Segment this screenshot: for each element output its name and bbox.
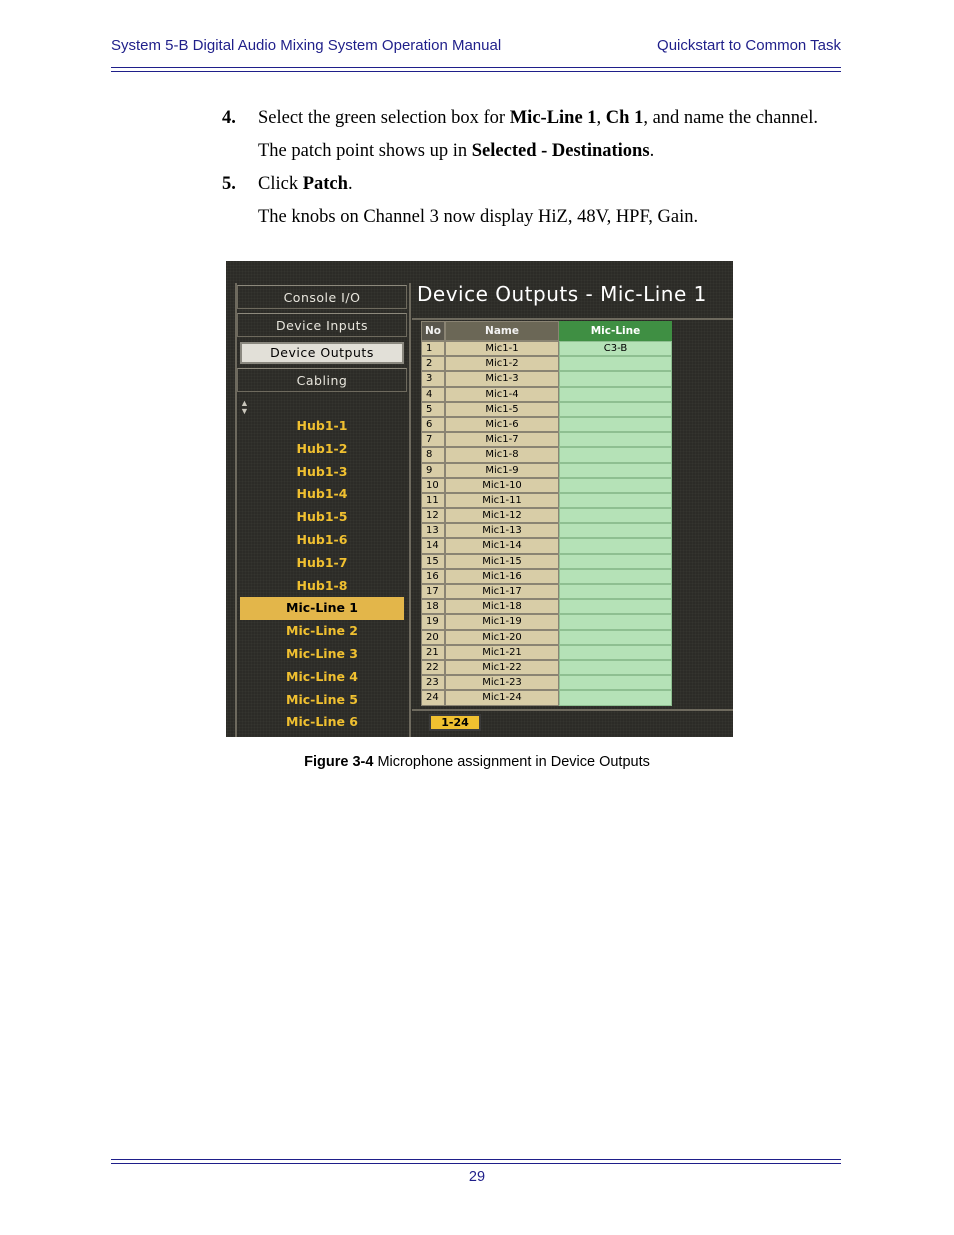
row-number-cell: 11 (421, 493, 445, 508)
row-name-cell[interactable]: Mic1-7 (445, 432, 559, 447)
row-name-cell[interactable]: Mic1-1 (445, 341, 559, 356)
step-5 (222, 170, 842, 203)
assignment-cell[interactable] (559, 493, 672, 508)
row-name-cell[interactable]: Mic1-22 (445, 660, 559, 675)
page-range-button[interactable]: 1-24 (429, 714, 481, 731)
device-item[interactable]: Mic-Line 3 (286, 645, 358, 661)
row-number-cell: 22 (421, 660, 445, 675)
assignment-cell[interactable] (559, 523, 672, 538)
step-text: Click Patch. (258, 174, 353, 194)
row-number-cell: 4 (421, 387, 445, 402)
row-number-cell: 12 (421, 508, 445, 523)
footer-rule-bottom (111, 1163, 841, 1164)
row-number-cell: 13 (421, 523, 445, 538)
header-rule-bottom (111, 71, 841, 72)
row-name-cell[interactable]: Mic1-23 (445, 675, 559, 690)
device-item[interactable]: Hub1-6 (296, 531, 348, 547)
row-name-cell[interactable]: Mic1-16 (445, 569, 559, 584)
device-item[interactable]: Mic-Line 2 (286, 623, 358, 639)
device-item[interactable]: Hub1-3 (296, 463, 348, 479)
assignment-cell[interactable] (559, 690, 672, 705)
row-number-cell: 9 (421, 463, 445, 478)
row-name-cell[interactable]: Mic1-12 (445, 508, 559, 523)
device-item[interactable]: Mic-Line 6 (286, 714, 358, 730)
assignment-cell[interactable] (559, 478, 672, 493)
page-number: 29 (468, 1169, 486, 1185)
assignment-cell[interactable] (559, 660, 672, 675)
assignment-cell[interactable] (559, 417, 672, 432)
device-item[interactable]: Hub1-4 (296, 486, 348, 502)
row-number-cell: 1 (421, 341, 445, 356)
row-number-cell: 16 (421, 569, 445, 584)
row-name-cell[interactable]: Mic1-13 (445, 523, 559, 538)
assignment-cell[interactable] (559, 584, 672, 599)
row-number-cell: 2 (421, 356, 445, 371)
row-name-cell[interactable]: Mic1-11 (445, 493, 559, 508)
assignment-cell[interactable] (559, 538, 672, 553)
step-text: Select the green selection box for Mic-Line 1, Ch 1, and name the channel. (258, 108, 818, 128)
step-4 (222, 104, 842, 137)
assignment-cell[interactable] (559, 356, 672, 371)
footer-rule-top (111, 1159, 841, 1160)
row-name-cell[interactable]: Mic1-2 (445, 356, 559, 371)
row-number-cell: 8 (421, 447, 445, 462)
assignment-cell[interactable] (559, 387, 672, 402)
column-header-no: No (421, 321, 445, 341)
panel-frame-bottom (412, 709, 733, 711)
row-number-cell: 3 (421, 371, 445, 386)
step-text: The patch point shows up in Selected - Destinations. (258, 141, 655, 161)
assignment-cell[interactable] (559, 371, 672, 386)
step-number: 5. (222, 174, 236, 194)
device-list (237, 415, 407, 734)
assignment-cell[interactable] (559, 508, 672, 523)
assignment-cell[interactable] (559, 614, 672, 629)
step-4-note (222, 137, 842, 170)
scroll-arrows-icon[interactable]: ▲ ▼ (240, 398, 249, 416)
row-number-cell: 17 (421, 584, 445, 599)
header-manual-title: System 5-B Digital Audio Mixing System Operation Manual (111, 37, 502, 54)
assignment-cell[interactable] (559, 599, 672, 614)
panel-title: Device Outputs - Mic-Line 1 (417, 282, 707, 306)
row-name-cell[interactable]: Mic1-17 (445, 584, 559, 599)
step-text: The knobs on Channel 3 now display HiZ, 48V, HPF, Gain. (258, 207, 699, 227)
row-number-cell: 6 (421, 417, 445, 432)
instruction-steps (222, 104, 842, 236)
step-5-note (222, 203, 842, 236)
device-item-selected[interactable]: Mic-Line 1 (240, 597, 404, 620)
row-name-cell[interactable]: Mic1-9 (445, 463, 559, 478)
assignment-cell[interactable] (559, 630, 672, 645)
device-item[interactable]: Mic-Line 4 (286, 668, 358, 684)
assignment-cell[interactable] (559, 432, 672, 447)
row-number-cell: 7 (421, 432, 445, 447)
nav-device-inputs[interactable]: Device Inputs (237, 313, 407, 337)
row-name-cell[interactable]: Mic1-5 (445, 402, 559, 417)
assignment-cell[interactable] (559, 554, 672, 569)
device-item[interactable]: Mic-Line 5 (286, 691, 358, 707)
row-number-cell: 14 (421, 538, 445, 553)
panel-frame-top (412, 318, 733, 320)
row-name-cell[interactable]: Mic1-19 (445, 614, 559, 629)
row-name-cell[interactable]: Mic1-14 (445, 538, 559, 553)
column-header-mic-line: Mic-Line (559, 321, 672, 341)
device-item[interactable]: Hub1-7 (296, 554, 348, 570)
nav-cabling[interactable]: Cabling (237, 368, 407, 392)
row-name-cell[interactable]: Mic1-10 (445, 478, 559, 493)
column-header-name: Name (445, 321, 559, 341)
row-number-cell: 23 (421, 675, 445, 690)
header-section-title: Quickstart to Common Task (657, 37, 841, 54)
row-number-cell: 15 (421, 554, 445, 569)
device-item[interactable]: Hub1-5 (296, 509, 348, 525)
row-name-cell[interactable]: Mic1-4 (445, 387, 559, 402)
sidebar (235, 283, 411, 737)
device-item[interactable]: Hub1-1 (296, 418, 348, 433)
assignment-cell[interactable] (559, 645, 672, 660)
assignment-cell[interactable] (559, 569, 672, 584)
row-name-cell[interactable]: Mic1-6 (445, 417, 559, 432)
row-number-cell: 24 (421, 690, 445, 705)
row-name-cell[interactable]: Mic1-21 (445, 645, 559, 660)
assignment-cell[interactable] (559, 675, 672, 690)
row-name-cell[interactable]: Mic1-24 (445, 690, 559, 705)
assignment-cell[interactable]: C3-B (559, 341, 672, 356)
device-item[interactable]: Hub1-2 (296, 440, 348, 456)
row-number-cell: 19 (421, 614, 445, 629)
row-name-cell[interactable]: Mic1-3 (445, 371, 559, 386)
device-outputs-screenshot (226, 261, 733, 737)
figure-caption: Figure 3-4 Microphone assignment in Device Outputs (304, 754, 650, 770)
row-number-cell: 20 (421, 630, 445, 645)
row-name-cell[interactable]: Mic1-18 (445, 599, 559, 614)
assignment-cell[interactable] (559, 447, 672, 462)
row-name-cell[interactable]: Mic1-8 (445, 447, 559, 462)
device-item[interactable]: Hub1-8 (296, 577, 348, 593)
row-number-cell: 10 (421, 478, 445, 493)
assignment-cell[interactable] (559, 402, 672, 417)
assignment-cell[interactable] (559, 463, 672, 478)
nav-device-outputs[interactable]: Device Outputs (240, 342, 404, 364)
row-number-cell: 21 (421, 645, 445, 660)
step-number: 4. (222, 108, 236, 128)
row-name-cell[interactable]: Mic1-20 (445, 630, 559, 645)
header-rule-top (111, 67, 841, 68)
row-number-cell: 18 (421, 599, 445, 614)
row-number-cell: 5 (421, 402, 445, 417)
nav-console-io[interactable]: Console I/O (237, 285, 407, 309)
row-name-cell[interactable]: Mic1-15 (445, 554, 559, 569)
